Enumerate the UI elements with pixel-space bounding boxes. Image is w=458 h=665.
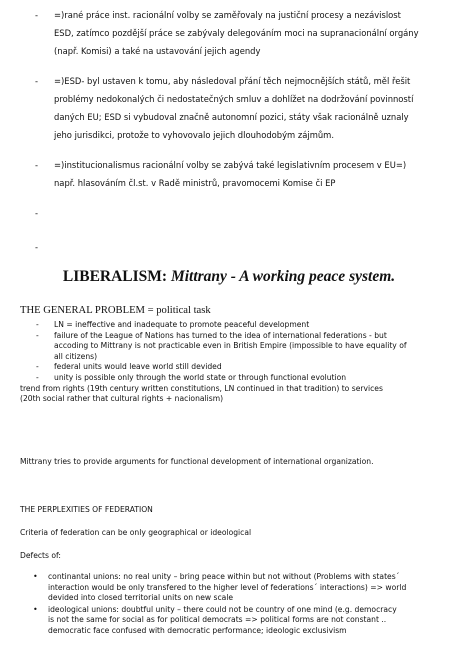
federation-defects-label: Defects of:: [20, 551, 61, 560]
trend-paragraph: [20, 384, 450, 405]
dash-marker: -: [35, 160, 39, 170]
general-problem-title: THE GENERAL PROBLEM = political task: [20, 305, 211, 316]
text-line: ideological unions: doubtful unity – there could not be country of one mind (e.g. democracy: [48, 604, 397, 614]
text-line: accoding to Mittrany is not practicable even in British Empire (impossible to have equality of: [54, 341, 407, 351]
list-item: [20, 373, 450, 384]
heading-title: Mittrany - A working peace system.: [170, 268, 396, 285]
text-line: =)ESD- byl ustaven k tomu, aby následoval přání těch nejmocnějších států, měl řešit: [54, 76, 411, 86]
dash-marker: -: [35, 242, 39, 252]
text-line: trend from rights (19th century written constitutions, LN continued in that tradition) to services: [20, 383, 383, 393]
text-line: =)rané práce inst. racionální volby se zaměřovaly na justiční procesy a nezávislost: [54, 10, 401, 20]
text-line: interaction would be only transfered to the higher level of federations´ interactions) => world: [48, 582, 407, 592]
list-item: [0, 156, 458, 192]
empty-list-item: [0, 238, 458, 256]
section-heading: [0, 268, 458, 286]
dash-marker: -: [35, 10, 39, 20]
dash-marker: -: [35, 76, 39, 86]
dash-marker: -: [36, 372, 39, 382]
text-line: failure of the League of Nations has turned to the idea of international federations - but: [54, 330, 387, 340]
list-item: [20, 605, 450, 637]
text-line: devided into closed territorial units on new scale: [48, 593, 234, 603]
text-line: ESD, zatímco pozdější práce se zabývaly delegováním moci na supranacionální orgány: [54, 28, 419, 38]
text-line: =)institucionalismus racionální volby se zabývá také legislativním procesem v EU=): [54, 160, 407, 170]
text-line: daných EU; ESD si vybudoval značně autonomní pozici, státy však racionálně uznaly: [54, 112, 409, 122]
text-line: continantal unions: no real unity – bring peace within but not without (Problems with states´: [48, 572, 400, 581]
list-item: [20, 362, 450, 373]
text-line: (např. Komisi) a také na ustavování jejich agendy: [54, 46, 261, 56]
text-line: (20th social rather that cultural rights + nacionalism): [20, 394, 224, 404]
dash-marker: -: [36, 362, 39, 372]
list-item: [0, 6, 458, 60]
dash-marker: -: [36, 330, 39, 340]
federation-title: THE PERPLEXITIES OF FEDERATION: [20, 505, 153, 514]
text-line: např. hlasováním čl.st. v Radě ministrů, pravomocemi Komise či EP: [54, 178, 336, 188]
dash-marker: -: [36, 320, 39, 329]
bullet-marker: •: [33, 604, 38, 614]
text-line: unity is possible only through the world state or through functional evolution: [54, 372, 347, 382]
list-item: [0, 72, 458, 144]
list-item: [20, 331, 450, 363]
federation-criteria: Criteria of federation can be only geographical or ideological: [20, 528, 252, 537]
text-line: LN = ineffective and inadequate to promote peaceful development: [54, 320, 310, 329]
text-line: federal units would leave world still devided: [54, 362, 222, 372]
mittrany-paragraph: Mittrany tries to provide arguments for functional development of international organization.: [20, 457, 374, 466]
text-line: all citizens): [54, 351, 98, 361]
defects-bullet-list: [20, 572, 450, 638]
text-line: jeho jurisdikci, protože to vyhovovalo jejich dlouhodobým zájmům.: [54, 130, 334, 140]
czech-dash-list: [0, 6, 458, 272]
heading-lead: LIBERALISM:: [62, 268, 168, 285]
general-problem-list: [20, 320, 450, 405]
list-item: [20, 572, 450, 604]
empty-list-item: [0, 204, 458, 222]
text-line: problémy nedokonalých či nedostatečných smluv a dohlížet na dodržování povinností: [54, 94, 414, 104]
list-item: [20, 320, 450, 331]
bullet-marker: •: [33, 572, 38, 581]
text-line: democratic face confused with democratic performance; ideologic exclusivism: [48, 625, 347, 635]
text-line: is not the same for social as for political democrats => political forms are not constant ..: [48, 615, 387, 625]
dash-marker: -: [35, 208, 39, 218]
